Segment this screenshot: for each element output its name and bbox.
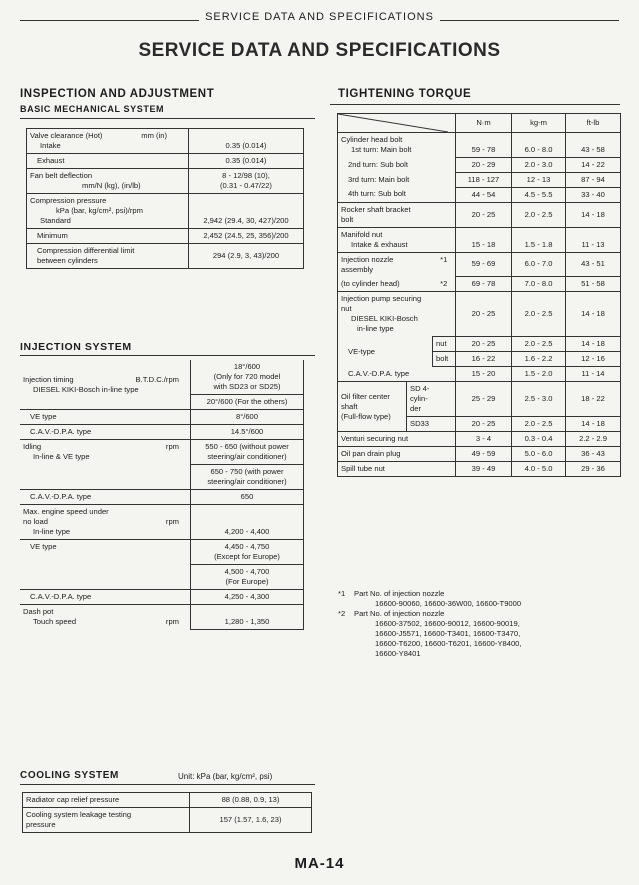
table-row: Oil filter center shaft (Full-flow type) SD 4- cylin- der 25 - 29 2.5 - 3.0 18 - 22 <box>338 382 621 417</box>
page-title: SERVICE DATA AND SPECIFICATIONS <box>138 40 501 61</box>
table-row: VE-type nut 20 - 25 2.0 - 2.5 14 - 18 <box>338 337 621 352</box>
table-row: Manifold nut Intake & exhaust 15 - 18 1.5 - 1.8 11 - 13 <box>338 227 621 252</box>
table-row: Cooling system leakage testing pressure 157 (1.57, 1.6, 23) <box>23 808 312 833</box>
table-row: Venturi securing nut 3 - 4 0.3 - 0.4 2.2 - 2.9 <box>338 432 621 447</box>
table-row: 4th turn: Sub bolt 44 - 54 4.5 - 5.5 33 - 40 <box>338 187 621 202</box>
table-row: N·m kg-m ft-lb <box>338 114 621 133</box>
basic-mechanical-heading: BASIC MECHANICAL SYSTEM <box>20 104 165 114</box>
table-row: Valve clearance (Hot) mm (in) Intake 0.35 (0.014) <box>27 129 304 154</box>
table-row: Rocker shaft bracket bolt 20 - 25 2.0 - 2.5 14 - 18 <box>338 202 621 227</box>
note-1-parts: 16600-90060, 16600-36W00, 16600-T9000 <box>375 599 522 608</box>
injection-table <box>20 360 304 630</box>
table-row: Injection pump securing nut DIESEL KIKI-Bosch in-line type 20 - 25 2.0 - 2.5 14 - 18 <box>338 292 621 337</box>
diagonal-line <box>338 114 448 132</box>
cooling-unit: Unit: kPa (bar, kg/cm², psi) <box>178 772 273 781</box>
table-row: Idling rpm In-line & VE type 550 - 650 (without power steering/air conditioner) <box>20 440 304 465</box>
table-row: Max. engine speed under no load rpm In-line type 4,200 - 4,400 <box>20 505 304 540</box>
page-number: MA-14 <box>294 855 345 872</box>
cooling-heading: COOLING SYSTEM <box>20 770 119 781</box>
table-row: SD33 20 - 25 2.0 - 2.5 14 - 18 <box>338 417 621 432</box>
table-row: Radiator cap relief pressure 88 (0.88, 0.9, 13) <box>23 793 312 808</box>
table-row: Minimum 2,452 (24.5, 25, 356)/200 <box>27 229 304 244</box>
table-row: Oil pan drain plug 49 - 59 5.0 - 6.0 36 - 43 <box>338 447 621 462</box>
table-row: Cylinder head bolt 1st turn: Main bolt 59 - 78 6.0 - 8.0 43 - 58 <box>338 133 621 158</box>
table-row: C.A.V.-D.P.A. type 4,250 - 4,300 <box>20 590 304 605</box>
table-row: 20°/600 (For the others) <box>20 395 304 410</box>
table-row: Exhaust 0.35 (0.014) <box>27 154 304 169</box>
torque-notes <box>338 589 628 659</box>
table-row: Fan belt deflection mm/N (kg), (in/lb) 8 - 12/98 (10), (0.31 - 0.47/22) <box>27 169 304 194</box>
note-2-parts: 16600-37502, 16600-90012, 16600-90019, <box>375 619 520 628</box>
note-1: *1 Part No. of injection nozzle <box>338 589 445 598</box>
table-row: C.A.V.-D.P.A. type 15 - 20 1.5 - 2.0 11 - 14 <box>338 367 621 382</box>
table-row: C.A.V.-D.P.A. type 650 <box>20 490 304 505</box>
table-row: Injection timing B.T.D.C./rpm DIESEL KIKI-Bosch in-line type 18°/600 (Only for 720 model with SD23 or SD25) <box>20 360 304 395</box>
table-row: Spill tube nut 39 - 49 4.0 - 5.0 29 - 36 <box>338 462 621 477</box>
injection-heading: INJECTION SYSTEM <box>20 341 132 353</box>
table-row: Injection nozzle assembly *1 59 - 69 6.0 - 7.0 43 - 51 <box>338 252 621 277</box>
note-2: *2 Part No. of injection nozzle <box>338 609 445 618</box>
table-row: Compression pressure kPa (bar, kg/cm², psi)/rpm Standard 2,942 (29.4, 30, 427)/200 <box>27 194 304 229</box>
table-row: 650 - 750 (with power steering/air conditioner) <box>20 465 304 490</box>
running-title: SERVICE DATA AND SPECIFICATIONS <box>0 11 639 23</box>
section-rule <box>20 784 315 785</box>
cooling-table <box>22 792 312 833</box>
torque-heading: TIGHTENING TORQUE <box>338 88 472 100</box>
table-row: 3rd turn: Main bolt 118 - 127 12 - 13 87 - 94 <box>338 172 621 187</box>
basic-mechanical-table <box>26 128 304 269</box>
table-row: VE type 8°/600 <box>20 410 304 425</box>
table-row: VE type 4,450 - 4,750 (Except for Europe) <box>20 540 304 565</box>
note-2-parts: 16600-T6200, 16600-T6201, 16600-Y8400, <box>375 639 522 648</box>
section-rule <box>20 118 315 119</box>
table-row: Dash pot Touch speed rpm 1,280 - 1,350 <box>20 605 304 630</box>
section-rule <box>330 104 620 105</box>
inspection-heading: INSPECTION AND ADJUSTMENT <box>20 88 215 100</box>
table-row: (to cylinder head) *2 69 - 78 7.0 - 8.0 51 - 58 <box>338 277 621 292</box>
table-row: bolt 16 - 22 1.6 - 2.2 12 - 16 <box>338 352 621 367</box>
note-2-parts: 16600-J5571, 16600-T3401, 16600-T3470, <box>375 629 521 638</box>
table-row: 4,500 - 4,700 (For Europe) <box>20 565 304 590</box>
torque-table <box>337 113 621 477</box>
note-2-parts: 16600-Y8401 <box>375 649 421 658</box>
table-row: 2nd turn: Sub bolt 20 - 29 2.0 - 3.0 14 - 22 <box>338 157 621 172</box>
table-row: Compression differential limit between cylinders 294 (2.9, 3, 43)/200 <box>27 244 304 269</box>
table-row: C.A.V.-D.P.A. type 14.5°/600 <box>20 425 304 440</box>
section-rule <box>20 355 315 356</box>
